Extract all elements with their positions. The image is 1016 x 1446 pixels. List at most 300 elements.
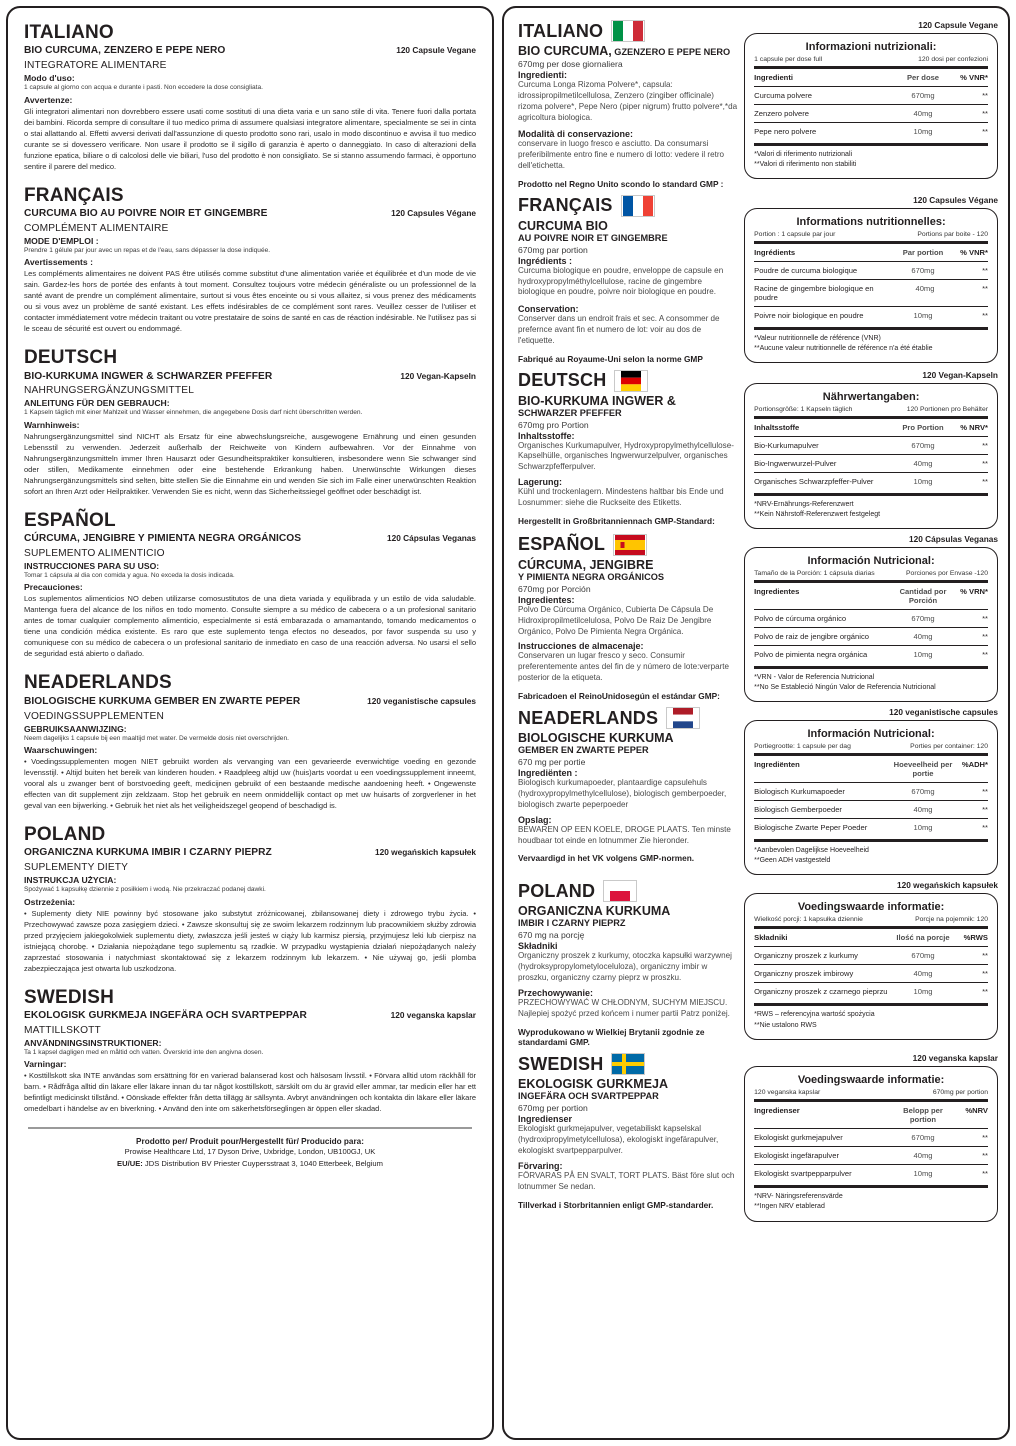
supplement-type: NAHRUNGSERGÄNZUNGSMITTEL xyxy=(24,385,195,397)
directions-label: ANVÄNDNINGSINSTRUKTIONER: xyxy=(24,1037,162,1048)
col-header-amount: Cantidad por Porción xyxy=(899,586,947,605)
ingredients-text: Biologisch kurkumapoeder, plantaardige capsulehuls (hydroxypropylmethylcellulose), biologisch gemberpoeder, biologisch zwarte peperpoeder xyxy=(518,778,727,809)
table-note-1: *Valori di riferimento nutrizionali xyxy=(754,151,853,158)
gmp-statement: Fabricadoen el ReinoUnidosegún el estándar GMP: xyxy=(518,690,720,701)
warnings-text: • Kosttillskott ska INTE användas som ersättning för en varierad balanserad kost och hälsosam livsstil. • Förvara alltid utom räckhåll för barn. • Rådfråga alltid din läkare eller läkare innan du tar något kosttillskott, särskilt om du är gravid eller ammar, tar medicin eller har ett befintligt medicinskt tillstånd. • Oönskade effekter från detta tillägg är sällsynta. Avbryt användningen och kontakta din läkare eller läkare omedelbart i händelse av en biverkning. • Använd den inte om säkerhetsförseglingen är öppen eller skadad. xyxy=(24,1071,476,1114)
serving-size: Portiegrootte: 1 capsule per dag xyxy=(754,743,851,751)
col-header-percent: % VRN* xyxy=(960,586,988,596)
servings-per-container: 120 Portionen pro Behälter xyxy=(906,405,988,413)
row-amount: 670mg xyxy=(911,1133,935,1143)
table-rule-bottom xyxy=(754,493,988,496)
language-heading: NEADERLANDS xyxy=(24,672,172,694)
dose-per-serving: 670mg por Porción xyxy=(518,583,591,594)
row-ingredient: Bio-Ingwerwurzel-Pulver xyxy=(754,458,837,468)
capsule-count: 120 wegańskich kapsułek xyxy=(374,847,476,858)
table-row xyxy=(754,455,988,472)
info-column xyxy=(518,195,744,365)
serving-size: Portionsgröße: 1 Kapseln täglich xyxy=(754,405,853,413)
storage-label: Lagerung: xyxy=(518,477,562,488)
language-heading: SWEDISH xyxy=(518,1053,604,1074)
servings-per-container: Portions par boite - 120 xyxy=(917,230,988,238)
directions-text: Ta 1 kapsel dagligen med en måltid och vatten. Överskrid inte den angivna dosen. xyxy=(24,1048,264,1056)
row-amount: 10mg xyxy=(913,127,933,136)
gmp-statement: Prodotto nel Regno Unito scondo lo standard GMP : xyxy=(518,178,724,189)
row-ingredient: Ekologiskt ingefärapulver xyxy=(754,1151,839,1161)
row-ingredient: Polvo de pimienta negra orgánica xyxy=(754,649,868,659)
table-row xyxy=(754,983,988,1000)
row-ingredient: Organisches Schwarzpfeffer-Pulver xyxy=(754,476,874,486)
storage-label: Förvaring: xyxy=(518,1160,563,1171)
left-section-neaderlands xyxy=(24,672,476,811)
info-column xyxy=(518,20,744,190)
nutrition-column xyxy=(744,707,998,875)
serving-info xyxy=(754,743,988,750)
right-section-espanol xyxy=(518,534,998,702)
serving-info xyxy=(754,231,988,238)
warnings-text: Nahrungsergänzungsmittel sind NICHT als Ersatz für eine abwechslungsreiche, ausgewogene Ernährung und einen gesunden Lebensstil zu verwenden. Jederzeit außerhalb der Reichweite von Kindern aufbewahren. Vor der Einnahme von Nahrungsergänzungsmitteln immer Ihren Hausarzt oder Gesundheitspraktiker konsultieren, insbesondere wenn Sie schwanger sind oder stillen, Medikamente einnehmen oder eine bestehende Erkrankung haben. Unerwünschte Wirkungen dieses Nahrungsergänzungsmittels sind selten, bitte stellen Sie die Einnahme ein und wenden Sie sich im Falle einer unerwünschten Reaktion sofort an Ihren Arzt oder Heilpraktiker. Verwenden Sie es nicht, wenn das Sicherheitssiegel geöffnet oder beschädigt ist. xyxy=(24,431,476,496)
col-header-percent: % NRV* xyxy=(960,422,988,432)
table-row xyxy=(754,280,988,306)
directions-label: GEBRUIKSAANWIJZING: xyxy=(24,723,127,734)
table-header-row xyxy=(754,583,988,609)
warnings-text: Les compléments alimentaires ne doivent PAS être utilisés comme substitut d'une alimentation variée et équilibrée et d'un mode de vie sain. Gardez-les hors de portée des enfants à tout moment. Consultez toujours votre médecin généraliste ou un professionnel de la santé avant de prendre un complément alimentaire, surtout si vous êtes enceinte ou si vous allaitez, si vous prenez des médicaments ou si vous avez un problème de santé existant. Les effets indésirables de ce complément sont rares. Veuillez cesser de l'utiliser et contacter immédiatement votre médecin traitant ou votre prestataire de soins de santé en cas de réaction indésirable. Ne l'utilisez pas si le sceau de sécurité est ouvert ou endommagé. xyxy=(24,269,476,334)
row-ingredient: Pepe nero polvere xyxy=(754,127,817,136)
row-ingredient: Curcuma polvere xyxy=(754,91,812,100)
col-header-ingredient: Inhaltsstoffe xyxy=(754,422,800,432)
servings-per-container: Porcje na pojemnik: 120 xyxy=(915,916,988,924)
language-header xyxy=(518,370,738,392)
row-percent: ** xyxy=(982,440,988,450)
left-section-deutsch xyxy=(24,347,476,497)
col-header-ingredient: Ingrediënten xyxy=(754,760,800,770)
table-row xyxy=(754,87,988,104)
product-name-line1: EKOLOGISK GURKMEJA xyxy=(518,1077,669,1092)
nutrition-column xyxy=(744,195,998,365)
storage-label: Conservation: xyxy=(518,304,579,315)
language-heading: FRANÇAIS xyxy=(24,184,124,206)
table-row xyxy=(754,628,988,645)
product-name-line1: CÚRCUMA, JENGIBRE xyxy=(518,557,654,572)
table-row xyxy=(754,473,988,490)
table-note-2: **Valori di riferimento non stabiliti xyxy=(754,161,857,169)
nutrition-title: Nährwertangaben: xyxy=(822,390,920,403)
row-amount: 40mg xyxy=(913,805,933,815)
capsule-count: 120 Capsule Vegane xyxy=(918,20,998,30)
row-percent: ** xyxy=(982,91,988,100)
table-row xyxy=(754,123,988,140)
row-ingredient: Polvo de cúrcuma orgánico xyxy=(754,613,847,623)
language-header xyxy=(518,707,738,729)
nutrition-column xyxy=(744,1053,998,1221)
table-note-2: **Ingen NRV etablerad xyxy=(754,1203,825,1211)
left-section-poland xyxy=(24,824,476,974)
directions-text: 1 capsule al giorno con acqua e durante i pasti. Non eccedere la dose consigliata. xyxy=(24,84,263,92)
dose-per-serving: 670 mg na porcję xyxy=(518,930,585,941)
warnings-label: Precauciones: xyxy=(24,582,83,593)
flag-poland-icon xyxy=(603,880,637,902)
warnings-label: Avvertenze: xyxy=(24,94,73,105)
flag-germany-icon xyxy=(614,370,648,392)
nutrition-title: Información Nutricional: xyxy=(807,728,935,741)
table-note-1: *NRV- Näringsreferensvärde xyxy=(754,1193,843,1201)
table-rule-bottom xyxy=(754,839,988,842)
row-percent: ** xyxy=(982,1133,988,1143)
ingredients-label: Składniki xyxy=(518,941,558,952)
row-percent: ** xyxy=(982,1151,988,1161)
col-header-amount: Belopp per portion xyxy=(903,1106,943,1125)
capsule-count: 120 veganska kapslar xyxy=(912,1053,998,1064)
row-ingredient: Zenzero polvere xyxy=(754,109,810,118)
storage-text: Conservaren un lugar fresco y seco. Consumir preferentemente antes del fin de y número de lote:verparte posterior de la etiqueta. xyxy=(518,651,730,683)
table-note-2: **Aucune valeur nutritionnelle de référence n'a été établie xyxy=(754,344,933,352)
footer-divider xyxy=(28,1127,472,1129)
gmp-statement: Vervaardigd in het VK volgens GMP-normen. xyxy=(518,853,695,864)
table-rule-bottom xyxy=(754,1185,988,1188)
table-row xyxy=(754,801,988,818)
product-row xyxy=(24,533,476,546)
language-header xyxy=(518,20,738,42)
table-note-1: *NRV-Ernährungs-Referenzwert xyxy=(754,500,854,508)
row-percent: ** xyxy=(982,283,988,293)
product-name-line2: IMBIR I CZARNY PIEPRZ xyxy=(518,918,626,929)
product-row xyxy=(24,696,476,709)
table-rule-bottom xyxy=(754,666,988,669)
warnings-label: Avertissements : xyxy=(24,257,93,268)
supplement-type: SUPLEMENTY DIETY xyxy=(24,862,129,874)
storage-text: PRZECHOWYWAĆ W CHŁODNYM, SUCHYM MIEJSCU. Najlepiej spożyć przed końcem i numer partii Patrz poniżej. xyxy=(518,998,730,1018)
capsule-count: 120 Capsule Vegane xyxy=(396,45,476,56)
col-header-percent: % VNR* xyxy=(960,73,988,82)
supplement-type: MATTILLSKOTT xyxy=(24,1024,101,1036)
storage-label: Modalità di conservazione: xyxy=(518,129,634,140)
product-name-line2: SCHWARZER PFEFFER xyxy=(518,407,622,418)
directions-text: 1 Kapseln täglich mit einer Mahlzeit und Wasser einnehmen, die angegebene Dosis darf nicht überschritten werden. xyxy=(24,409,363,417)
col-header-ingredient: Ingredienti xyxy=(754,73,793,82)
storage-label: Opslag: xyxy=(518,814,552,825)
dose-per-serving: 670mg pro Portion xyxy=(518,419,589,430)
left-section-espanol xyxy=(24,510,476,660)
row-percent: ** xyxy=(982,649,988,659)
row-ingredient: Biologisch Kurkumapoeder xyxy=(754,787,845,797)
row-amount: 10mg xyxy=(913,476,933,486)
dose-per-serving: 670 mg per portie xyxy=(518,757,586,768)
ingredients-label: Ingredienti: xyxy=(518,70,567,81)
left-section-italiano xyxy=(24,22,476,172)
directions-label: ANLEITUNG FÜR DEN GEBRAUCH: xyxy=(24,398,170,409)
supplement-type: VOEDINGSSUPPLEMENTEN xyxy=(24,710,164,722)
ingredients-label: Ingrediënten : xyxy=(518,768,578,779)
table-note-1: *VRN - Valor de Referencia Nutricional xyxy=(754,673,875,681)
storage-text: Conserver dans un endroit frais et sec. A consommer de prefernce avant fin et numero de lot: voir au dos de l'etiquette. xyxy=(518,314,720,345)
ingredients-text: Curcuma Longa Rizoma Polvere*, capsula: idrossipropilmetilcellulosa, Zenzero (zingiber officinale) rizoma polvere*, Pepe Nero (piper nigrum) frutto polvere*,*da agricoltura biologica. xyxy=(518,80,738,122)
nutrition-table xyxy=(744,33,998,179)
row-percent: ** xyxy=(982,109,988,118)
directions-label: Modo d'uso: xyxy=(24,73,75,84)
footer-eu-text: JDS Distribution BV Priester Cuypersstraat 3, 1040 Etterbeek, Belgium xyxy=(142,1158,383,1168)
language-heading: ESPAÑOL xyxy=(518,534,606,555)
gmp-statement: Fabriqué au Royaume-Uni selon la norme GMP xyxy=(518,353,703,364)
table-row xyxy=(754,947,988,964)
right-section-neaderlands xyxy=(518,707,998,875)
row-percent: ** xyxy=(982,613,988,623)
product-row xyxy=(24,208,476,221)
warnings-text: • Voedingssupplementen mogen NIET gebruikt worden als vervanging van een gevarieerde evenwichtige voeding en gezonde levensstijl. • Altijd buiten het bereik van kinderen houden. • Raadpleeg altijd uw (huis)arts voordat u een voedingssupplement inneemt, vooral als u zwanger bent of borstvoeding geeft, medicijnen gebruikt of een bestaande medische aandoening heeft. • Ongewenste effecten van dit supplement zijn zeldzaam. Stop het gebruik en neem onmiddellijk contact op met uw huisarts of zorgverlener in het geval van een bijwerking. • Gebruik het niet als het veiligheidszegel geopend of beschadigd is. xyxy=(24,756,476,811)
row-percent: ** xyxy=(982,987,988,997)
warnings-label: Waarschuwingen: xyxy=(24,744,98,755)
table-row xyxy=(754,819,988,836)
row-amount: 10mg xyxy=(913,649,933,659)
product-row xyxy=(24,45,476,58)
serving-info xyxy=(754,56,988,63)
row-ingredient: Ekologiskt svartpepparpulver xyxy=(754,1169,852,1179)
dose-per-serving: 670mg per dose giornaliera xyxy=(518,59,623,70)
info-column xyxy=(518,534,744,702)
right-panel xyxy=(502,6,1010,1440)
table-row xyxy=(754,437,988,454)
col-header-ingredient: Ingrédients xyxy=(754,247,796,257)
product-name: EKOLOGISK GURKMEJA INGEFÄRA OCH SVARTPEPPAR xyxy=(24,1010,307,1022)
col-header-amount: Hoeveelheid per portie xyxy=(893,760,953,779)
table-row xyxy=(754,646,988,663)
row-ingredient: Racine de gingembre biologique en poudre xyxy=(754,283,874,302)
ingredients-text: Polvo De Cúrcuma Orgánico, Cubierta De Cápsula De Hidroxipropilmetilcelulosa, Polvo De Raiz De Jengibre Orgánico, Polvo De Pimienta Negra Orgánica. xyxy=(518,604,714,636)
col-header-amount: Ilość na porcje xyxy=(896,933,950,943)
storage-label: Instrucciones de almacenaje: xyxy=(518,641,644,652)
ingredients-text: Organiczny proszek z kurkumy, otoczka kapsułki warzywnej (hydroksypropylometyloceluloza), organiczny imbir w proszku, organiczny czarny pieprz w proszku. xyxy=(518,951,732,983)
table-rule-bottom xyxy=(754,143,988,146)
language-heading: POLAND xyxy=(518,880,596,901)
flag-spain-icon xyxy=(613,534,647,556)
row-amount: 40mg xyxy=(913,109,933,118)
servings-per-container: 670mg per portion xyxy=(932,1089,988,1097)
language-heading: NEADERLANDS xyxy=(518,707,659,728)
product-name-line1: BIO-KURKUMA INGWER & xyxy=(518,393,676,408)
table-header-row xyxy=(754,244,988,261)
gmp-statement: Hergestellt in Großbritanniennach GMP-Standard: xyxy=(518,515,715,526)
language-heading: DEUTSCH xyxy=(24,347,118,369)
row-amount: 670mg xyxy=(911,440,935,450)
table-rule-bottom xyxy=(754,327,988,330)
language-header xyxy=(518,534,738,556)
language-heading: POLAND xyxy=(24,824,106,846)
row-ingredient: Organiczny proszek z kurkumy xyxy=(754,951,858,961)
row-percent: ** xyxy=(982,265,988,275)
capsule-count: 120 Capsules Végane xyxy=(391,208,476,219)
info-column xyxy=(518,370,744,529)
row-amount: 10mg xyxy=(913,1169,933,1179)
language-heading: ESPAÑOL xyxy=(24,509,116,531)
col-header-amount: Par portion xyxy=(902,247,944,257)
nutrition-column xyxy=(744,880,998,1048)
capsule-count: 120 Capsules Végane xyxy=(913,194,998,205)
flag-italy-icon xyxy=(611,20,645,42)
right-section-swedish xyxy=(518,1053,998,1221)
language-header xyxy=(518,1053,738,1075)
product-name-line1: ORGANICZNA KURKUMA xyxy=(518,904,671,919)
row-percent: ** xyxy=(982,969,988,979)
serving-size: 1 capsule per dose full xyxy=(754,56,823,63)
dose-per-serving: 670mg par portion xyxy=(518,244,588,255)
table-row xyxy=(754,1147,988,1164)
language-heading: ITALIANO xyxy=(24,22,114,43)
warnings-label: Varningar: xyxy=(24,1059,67,1070)
row-amount: 40mg xyxy=(915,283,935,293)
row-amount: 670mg xyxy=(911,787,935,797)
ingredients-label: Ingredienser xyxy=(518,1114,573,1125)
nutrition-table xyxy=(744,383,998,529)
directions-label: MODE D'EMPLOI : xyxy=(24,235,99,246)
right-section-poland xyxy=(518,880,998,1048)
table-header-row xyxy=(754,419,988,436)
ingredients-text: Curcuma biologique en poudre, enveloppe de capsule en hydroxypropylméthylcellulose, racine de gingembre biologique en poudre, poivre noir biologique en poudre. xyxy=(518,265,724,297)
table-row xyxy=(754,262,988,279)
row-percent: ** xyxy=(982,787,988,797)
row-ingredient: Polvo de raiz de jengibre orgánico xyxy=(754,631,869,641)
col-header-percent: %NRV xyxy=(965,1106,988,1116)
serving-size: Wielkość porcji: 1 kapsułka dziennie xyxy=(754,916,863,924)
row-percent: ** xyxy=(982,631,988,641)
serving-size: 120 veganska kapslar xyxy=(754,1089,821,1097)
directions-text: Spożywać 1 kapsułkę dziennie z posiłkiem i wodą. Nie przekraczać podanej dawki. xyxy=(24,886,266,894)
capsule-count: 120 Vegan-Kapseln xyxy=(922,369,998,380)
col-header-amount: Per dose xyxy=(906,73,940,82)
nutrition-table xyxy=(744,547,998,702)
table-header-row xyxy=(754,69,988,86)
row-ingredient: Poivre noir biologique en poudre xyxy=(754,310,864,320)
row-amount: 10mg xyxy=(913,987,933,997)
supplement-type: COMPLÉMENT ALIMENTAIRE xyxy=(24,222,169,234)
row-amount: 40mg xyxy=(913,458,933,468)
left-section-francais xyxy=(24,185,476,335)
servings-per-container: Porties per container: 120 xyxy=(910,743,988,751)
footer-eu-address xyxy=(24,1158,476,1169)
table-row xyxy=(754,783,988,800)
servings-per-container: 120 dosi per confezioni xyxy=(918,56,988,63)
nutrition-title: Voedingswaarde informatie: xyxy=(797,1074,945,1087)
manufacturer-footer xyxy=(24,1137,476,1169)
warnings-text: • Suplementy diety NIE powinny być stosowane jako substytut zróżnicowanej, zbilansowanej diety i zdrowego trybu życia. • Przechowywać zawsze poza zasięgiem dzieci. • Zawsze skonsultuj się ze swoim lekarzem rodzinnym lub pracownikiem służby zdrowia przed przyjęciem jakiegokolwiek suplementu diety, zwłaszcza jeśli jesteś w ciąży lub karmisz piersią, przyjmujesz leki lub cierpisz na istniejącą chorobę. • Działania niepożądane tego suplementu są rzadkie. W przypadku wystąpienia działań niepożądanych należy zaprzestać stosowania i natychmiast skontaktować się z lekarzem rodzinnym lub lekarzem. • Nie używaj go, jeśli plomba zabezpieczająca jest otwarta lub uszkodzona. xyxy=(24,908,476,973)
serving-info xyxy=(754,406,988,413)
row-amount: 670mg xyxy=(911,91,935,100)
row-amount: 670mg xyxy=(911,613,935,623)
product-name: ORGANICZNA KURKUMA IMBIR I CZARNY PIEPRZ xyxy=(24,847,272,859)
table-row xyxy=(754,105,988,122)
warnings-label: Warnhinweis: xyxy=(24,419,80,430)
serving-info xyxy=(754,1089,988,1096)
product-name: CÚRCUMA, JENGIBRE Y PIMIENTA NEGRA ORGÁNICOS xyxy=(24,533,302,545)
row-ingredient: Biologische Zwarte Peper Poeder xyxy=(754,823,868,833)
language-header xyxy=(518,880,738,902)
row-amount: 670mg xyxy=(911,265,935,275)
product-name-line1: CURCUMA BIO xyxy=(518,218,608,233)
table-note-2: **Geen ADH vastgesteld xyxy=(754,857,831,865)
supplement-type: INTEGRATORE ALIMENTARE xyxy=(24,60,167,72)
product-name: CURCUMA BIO AU POIVRE NOIR ET GINGEMBRE xyxy=(24,208,268,220)
table-note-2: **Kein Nährstoff-Referenzwert festgelegt xyxy=(754,510,881,518)
capsule-count: 120 Cápsulas Veganas xyxy=(908,533,998,544)
row-ingredient: Organiczny proszek imbirowy xyxy=(754,969,854,979)
row-percent: ** xyxy=(982,476,988,486)
nutrition-table xyxy=(744,720,998,875)
row-ingredient: Poudre de curcuma biologique xyxy=(754,265,858,275)
nutrition-column xyxy=(744,370,998,529)
language-heading: FRANÇAIS xyxy=(518,195,613,216)
table-rule-bottom xyxy=(754,1003,988,1006)
nutrition-table xyxy=(744,1066,998,1221)
product-name: BIO CURCUMA, ZENZERO E PEPE NERO xyxy=(24,45,226,57)
supplement-type: SUPLEMENTO ALIMENTICIO xyxy=(24,547,165,559)
row-amount: 40mg xyxy=(913,631,933,641)
storage-label: Przechowywanie: xyxy=(518,988,594,998)
product-name-part1: BIO CURCUMA, xyxy=(518,44,612,58)
serving-size: Tamaño de la Porción: 1 cápsula diarias xyxy=(754,569,875,577)
row-percent: ** xyxy=(982,310,988,320)
row-amount: 10mg xyxy=(913,823,933,833)
language-heading: ITALIANO xyxy=(518,20,604,41)
product-name-line2: INGEFÄRA OCH SVARTPEPPAR xyxy=(518,1091,659,1102)
footer-heading: Prodotto per/ Produit pour/Hergestellt für/ Producido para: xyxy=(136,1137,364,1147)
row-percent: ** xyxy=(982,823,988,833)
warnings-text: Los suplementos alimenticios NO deben utilizarse comosustitutos de una dieta variada y equilibrada y un estilo de vida saludable. Mantenga fuera del alcance de los niños en todo momento. Consulte siempre a su médico de cabecera o a un profesional sanitario antes de tomar cualquier complemento alimenticio, especialmente si está embarazada o amamantando, tomando medicamentos o tiene una condición médica existente. Es raro que este suplemento tenga efectos no deseados, por favor suspenda su uso y comuniquese con su médico de cabecera o un profesional sanitario de inmediato en caso de una reacción adversa. No usarsi el sello de seguridad está abierto o dañado. xyxy=(24,594,476,659)
row-percent: ** xyxy=(982,951,988,961)
ingredients-label: Inhaltsstoffe: xyxy=(518,430,575,441)
product-name xyxy=(518,44,738,58)
row-percent: ** xyxy=(982,805,988,815)
col-header-percent: %ADH* xyxy=(961,760,988,770)
nutrition-table xyxy=(744,208,998,363)
table-header-row xyxy=(754,1102,988,1128)
row-amount: 40mg xyxy=(913,969,933,979)
product-row xyxy=(24,371,476,384)
nutrition-title: Voedingswaarde informatie: xyxy=(797,901,945,914)
ingredients-text: Ekologiskt gurkmejapulver, vegetabiliskt kapselskal (hydroxipropylmetylcellulosa), ekologiskt ingefärapulver, ekologiskt svartpepparpulver. xyxy=(518,1124,719,1155)
serving-info xyxy=(754,570,988,577)
row-percent: ** xyxy=(982,458,988,468)
row-ingredient: Ekologiskt gurkmejapulver xyxy=(754,1133,843,1143)
directions-label: INSTRUKCJA UŻYCIA: xyxy=(24,875,117,886)
nutrition-title: Informations nutritionnelles: xyxy=(796,215,946,228)
dose-per-serving: 670mg per portion xyxy=(518,1103,588,1114)
ingredients-label: Ingredientes: xyxy=(518,594,575,605)
product-name-part2: GZENZERO E PEPE NERO xyxy=(611,47,731,57)
capsule-count: 120 veganistische capsules xyxy=(367,695,476,706)
warnings-label: Ostrzeżenia: xyxy=(24,896,76,907)
footer-uk-address: Prowise Healthcare Ltd, 17 Dyson Drive, Uxbridge, London, UB100GJ, UK xyxy=(124,1147,376,1157)
capsule-count: 120 Cápsulas Veganas xyxy=(386,533,476,544)
serving-size: Portion : 1 capsule par jour xyxy=(754,230,836,238)
table-note-1: *Valeur nutritionnelle de référence (VNR) xyxy=(754,334,881,342)
language-heading: DEUTSCH xyxy=(518,370,607,391)
table-note-1: *RWS – referencyjna wartość spożycia xyxy=(754,1011,875,1019)
directions-text: Prendre 1 gélule par jour avec un repas et de l'eau, sans dépasser la dose indiquée. xyxy=(24,246,271,254)
nutrition-column xyxy=(744,20,998,190)
info-column xyxy=(518,707,744,875)
col-header-ingredient: Ingredienser xyxy=(754,1106,800,1116)
language-heading: SWEDISH xyxy=(24,986,115,1008)
gmp-statement: Tillverkad i Storbritannien enligt GMP-standarder. xyxy=(518,1199,714,1210)
flag-sweden-icon xyxy=(611,1053,645,1075)
col-header-percent: % VNR* xyxy=(960,247,988,257)
table-row xyxy=(754,610,988,627)
right-section-deutsch xyxy=(518,370,998,529)
nutrition-title: Informazioni nutrizionali: xyxy=(805,41,937,53)
left-section-swedish xyxy=(24,987,476,1115)
capsule-count: 120 veganistische capsules xyxy=(889,707,998,718)
col-header-percent: %RWS xyxy=(963,933,988,943)
serving-info xyxy=(754,916,988,923)
table-note-2: **No Se Estableció Ningún Valor de Referencia Nutricional xyxy=(754,684,936,692)
col-header-ingredient: Składniki xyxy=(754,933,788,943)
